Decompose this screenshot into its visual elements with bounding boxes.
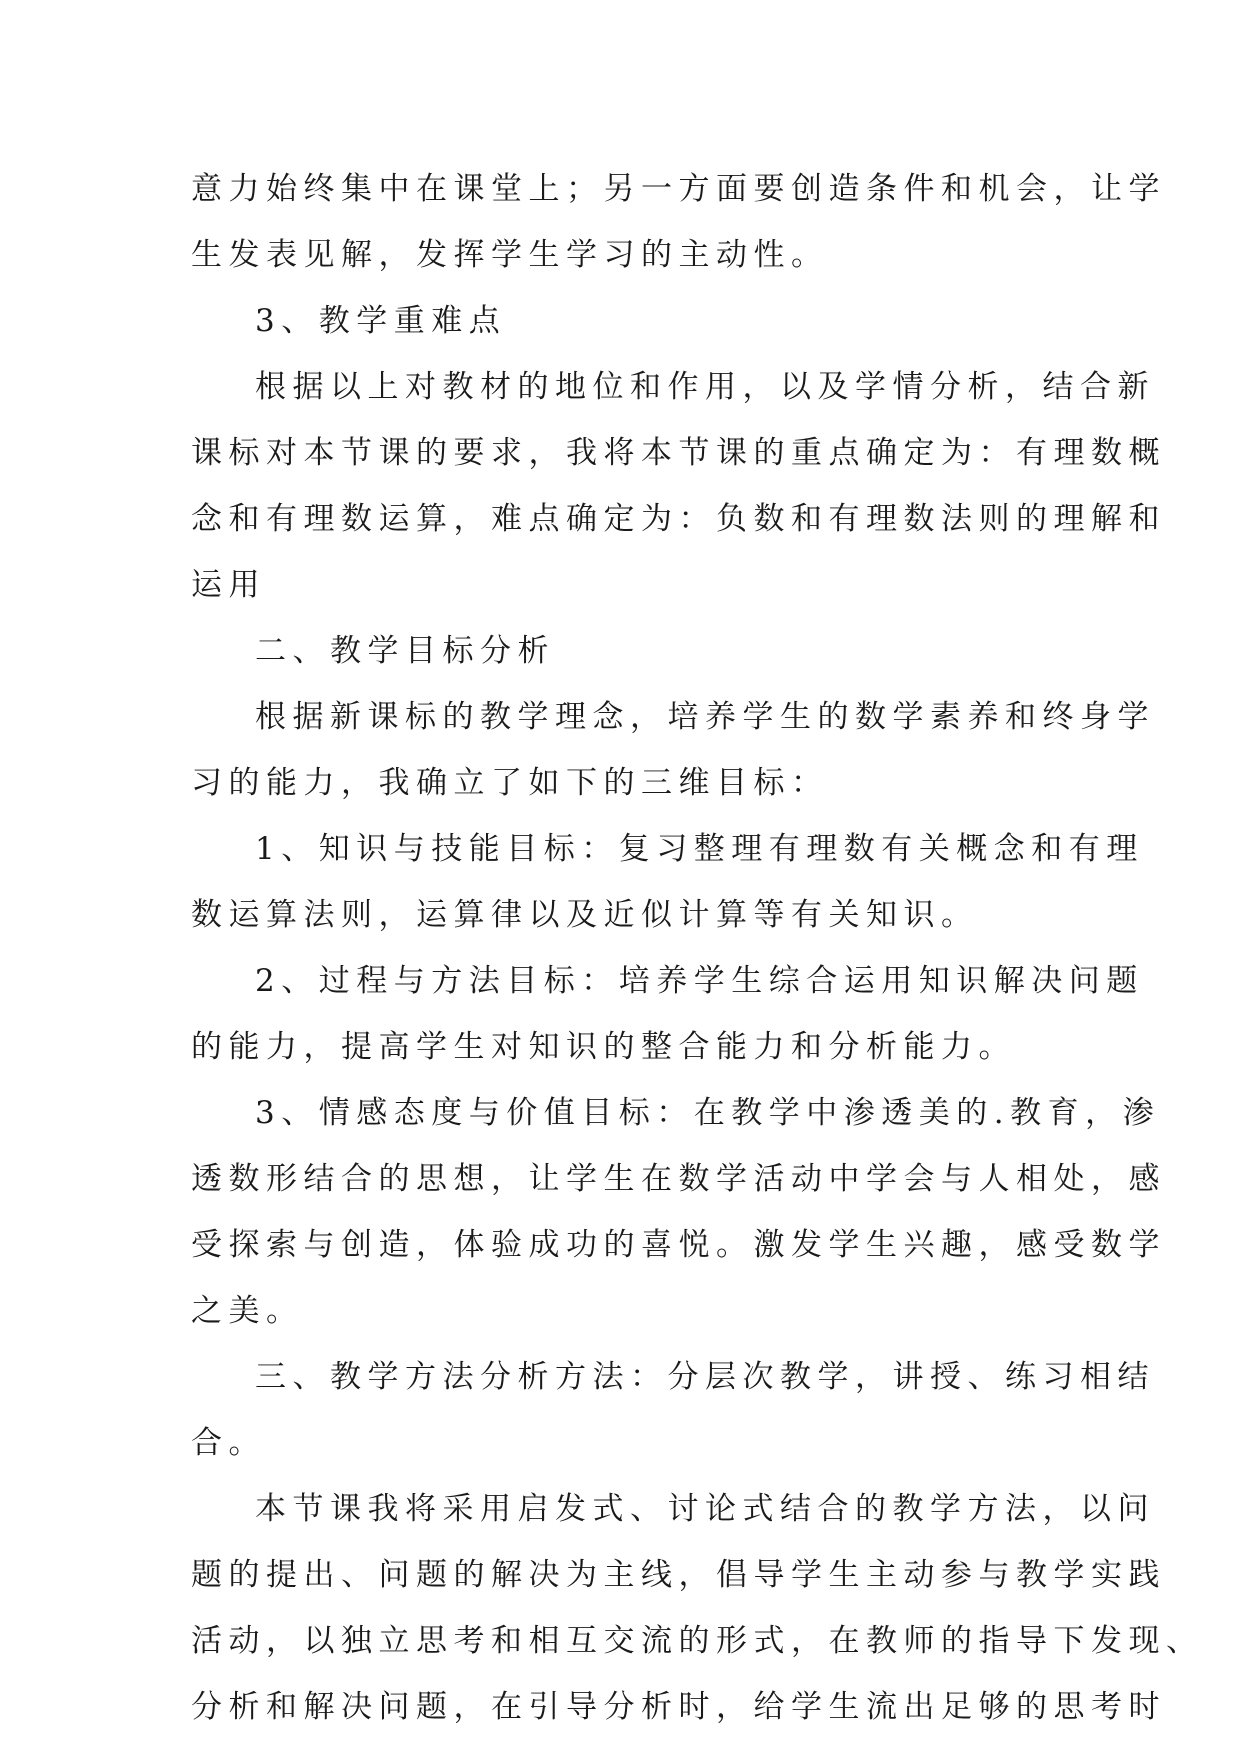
text-line: 3、情感态度与价值目标：在教学中渗透美的.教育，渗 — [255, 1095, 1161, 1131]
text-line: 根据新课标的教学理念，培养学生的数学素养和终身学 — [255, 699, 1155, 735]
text-line: 根据以上对教材的地位和作用，以及学情分析，结合新 — [255, 369, 1155, 405]
text-line: 本节课我将采用启发式、讨论式结合的教学方法，以问 — [255, 1491, 1155, 1527]
text-line: 生发表见解，发挥学生学习的主动性。 — [191, 237, 829, 273]
text-line: 2、过程与方法目标：培养学生综合运用知识解决问题 — [255, 963, 1144, 999]
section-heading: 三、教学方法分析方法：分层次教学，讲授、练习相结 — [255, 1359, 1155, 1395]
text-line: 透数形结合的思想，让学生在数学活动中学会与人相处，感 — [191, 1161, 1166, 1197]
text-line: 题的提出、问题的解决为主线，倡导学生主动参与教学实践 — [191, 1557, 1166, 1593]
section-heading: 3、教学重难点 — [255, 303, 507, 339]
text-line: 活动，以独立思考和相互交流的形式，在教师的指导下发现、 — [191, 1623, 1204, 1659]
text-line: 念和有理数运算，难点确定为：负数和有理数法则的理解和 — [191, 501, 1166, 537]
section-heading: 二、教学目标分析 — [255, 633, 555, 669]
text-line: 意力始终集中在课堂上；另一方面要创造条件和机会，让学 — [191, 171, 1166, 207]
text-line: 的能力，提高学生对知识的整合能力和分析能力。 — [191, 1029, 1016, 1065]
document-body — [191, 156, 1204, 1740]
text-line: 数运算法则，运算律以及近似计算等有关知识。 — [191, 897, 979, 933]
text-line: 1、知识与技能目标：复习整理有理数有关概念和有理 — [255, 831, 1144, 867]
text-line: 受探索与创造，体验成功的喜悦。激发学生兴趣，感受数学 — [191, 1227, 1166, 1263]
text-line: 之美。 — [191, 1293, 304, 1329]
text-line: 习的能力，我确立了如下的三维目标： — [191, 765, 829, 801]
text-line: 运用 — [191, 567, 266, 603]
text-line: 课标对本节课的要求，我将本节课的重点确定为：有理数概 — [191, 435, 1166, 471]
text-line: 分析和解决问题，在引导分析时，给学生流出足够的思考时 — [191, 1689, 1166, 1725]
text-line: 合。 — [191, 1425, 266, 1461]
